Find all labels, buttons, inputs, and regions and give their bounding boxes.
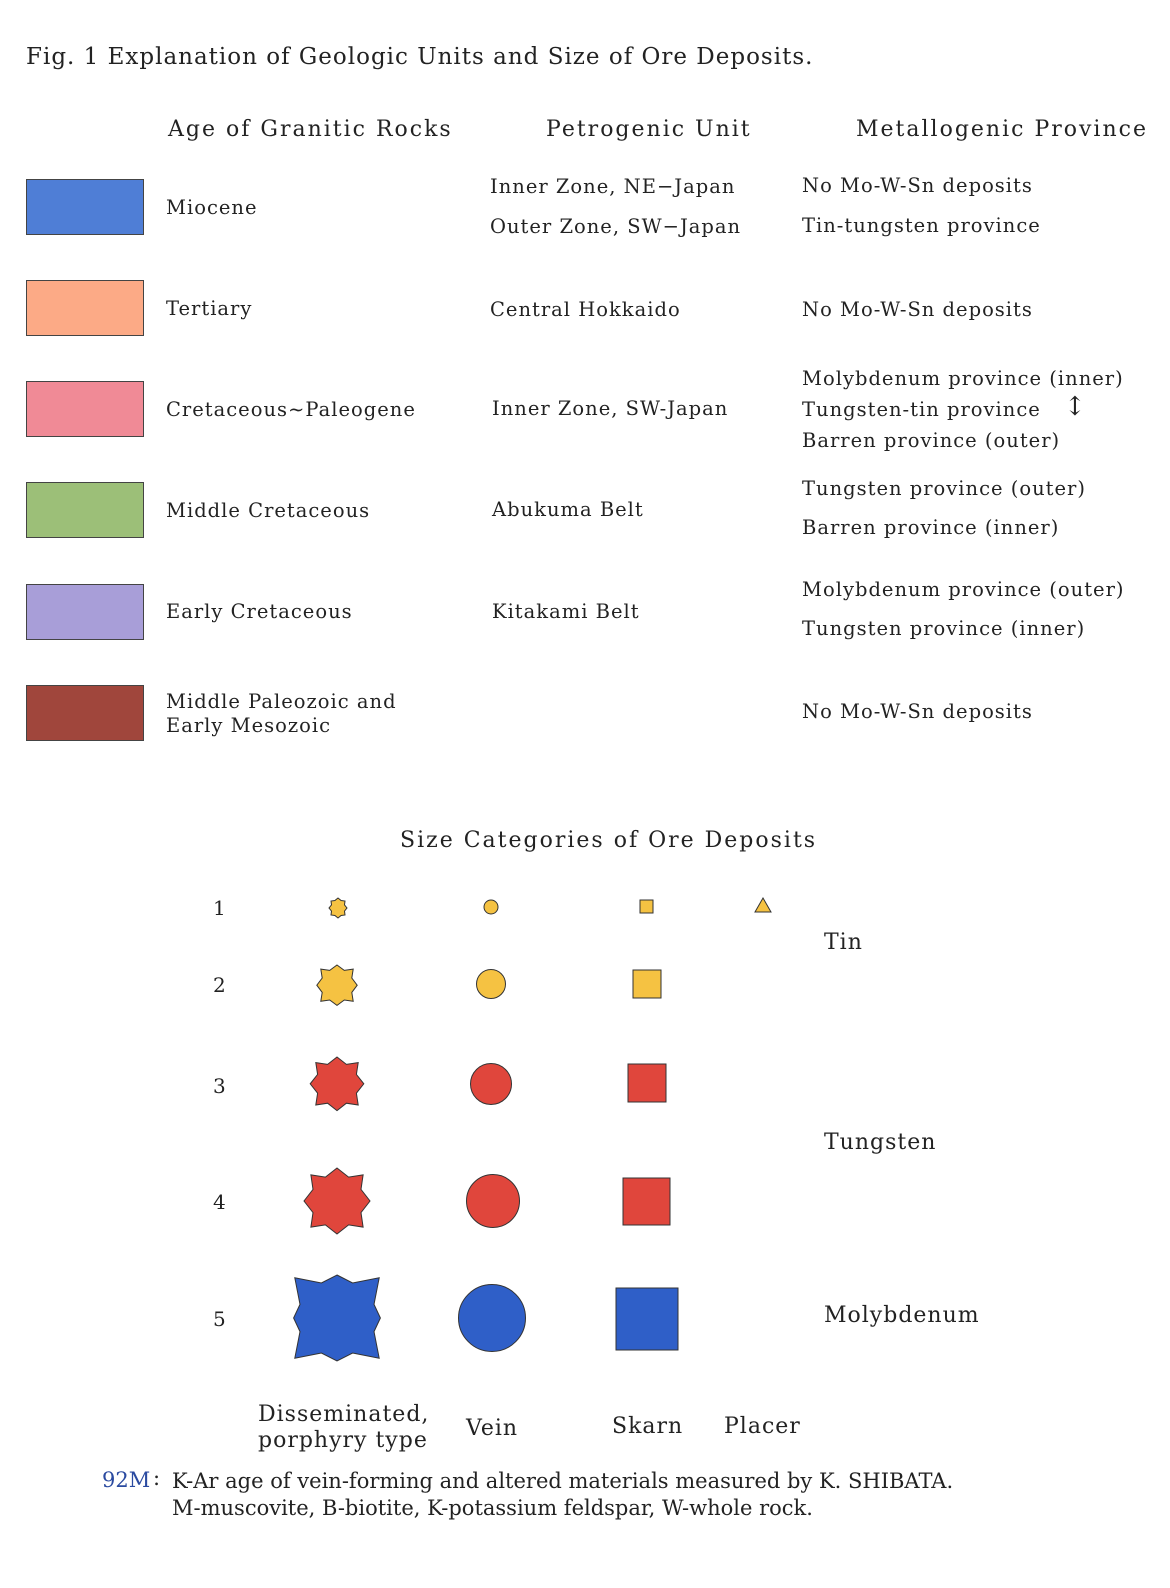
type-label-placer: Placer: [724, 1414, 801, 1439]
province-label: Tin-tungsten province: [802, 214, 1041, 237]
star-symbol-size-2: [317, 965, 357, 1005]
note-separator: :: [153, 1466, 161, 1490]
triangle-symbol-size-1: [755, 898, 771, 912]
star-symbol-size-5: [294, 1275, 381, 1361]
province-label: Molybdenum province (inner): [802, 367, 1124, 390]
province-label: Barren province (outer): [802, 429, 1061, 452]
square-symbol-size-2: [633, 970, 661, 998]
unit-label: Kitakami Belt: [492, 600, 640, 623]
province-label: No Mo-W-Sn deposits: [802, 174, 1033, 197]
star-symbol-size-4: [304, 1168, 370, 1234]
age-label: Tertiary: [166, 297, 253, 320]
type-label-disseminated: Disseminated, porphyry type: [258, 1402, 430, 1453]
size-categories-title: Size Categories of Ore Deposits: [400, 828, 818, 853]
header-age: Age of Granitic Rocks: [168, 117, 453, 142]
province-label: Molybdenum province (outer): [802, 578, 1125, 601]
size-number: 4: [213, 1190, 226, 1214]
star-symbol-size-3: [310, 1057, 364, 1111]
age-label: Early Cretaceous: [166, 600, 353, 623]
province-label: No Mo-W-Sn deposits: [802, 700, 1033, 723]
square-symbol-size-4: [623, 1178, 670, 1225]
province-label: Barren province (inner): [802, 516, 1060, 539]
double-arrow-icon: ↕: [1064, 392, 1086, 422]
square-symbol-size-3: [628, 1064, 666, 1102]
size-number: 1: [213, 896, 226, 920]
size-number: 5: [213, 1307, 226, 1331]
circle-symbol-size-1: [484, 900, 498, 914]
type-label-vein: Vein: [466, 1416, 519, 1441]
star-symbol-size-1: [329, 898, 347, 918]
age-label: Middle Cretaceous: [166, 499, 371, 522]
province-label: Tungsten-tin province: [802, 398, 1041, 421]
size-number: 2: [213, 973, 226, 997]
unit-label: Inner Zone, NE−Japan: [490, 175, 736, 198]
unit-label: Abukuma Belt: [492, 498, 644, 521]
unit-label: Outer Zone, SW−Japan: [490, 215, 742, 238]
unit-label: Inner Zone, SW-Japan: [492, 397, 729, 420]
square-symbol-size-5: [616, 1288, 678, 1350]
age-label: Middle Paleozoic and: [166, 690, 397, 713]
province-label: Tungsten province (outer): [802, 477, 1086, 500]
metal-label-tin: Tin: [824, 930, 863, 955]
circle-symbol-size-2: [477, 970, 506, 999]
province-label: Tungsten province (inner): [802, 617, 1086, 640]
header-unit: Petrogenic Unit: [546, 117, 752, 142]
note-line-2: M-muscovite, B-biotite, K-potassium feldspar, W-whole rock.: [172, 1496, 813, 1520]
circle-symbol-size-4: [467, 1175, 520, 1228]
circle-symbol-size-5: [459, 1285, 526, 1352]
square-symbol-size-1: [640, 900, 653, 913]
metal-label-tungsten: Tungsten: [824, 1130, 937, 1155]
age-label: Early Mesozoic: [166, 714, 332, 737]
size-number: 3: [213, 1074, 226, 1098]
unit-label: Central Hokkaido: [490, 298, 681, 321]
note-code: 92M: [102, 1468, 151, 1492]
note-line-1: K-Ar age of vein-forming and altered materials measured by K. SHIBATA.: [172, 1469, 954, 1493]
type-label-skarn: Skarn: [612, 1414, 684, 1439]
age-label: Cretaceous∼Paleogene: [166, 398, 416, 421]
circle-symbol-size-3: [471, 1064, 512, 1105]
header-province: Metallogenic Province: [856, 117, 1148, 142]
metal-label-molybdenum: Molybdenum: [824, 1303, 980, 1328]
age-label: Miocene: [166, 196, 258, 219]
figure-title: Fig. 1 Explanation of Geologic Units and Size of Ore Deposits.: [26, 44, 814, 70]
province-label: No Mo-W-Sn deposits: [802, 298, 1033, 321]
